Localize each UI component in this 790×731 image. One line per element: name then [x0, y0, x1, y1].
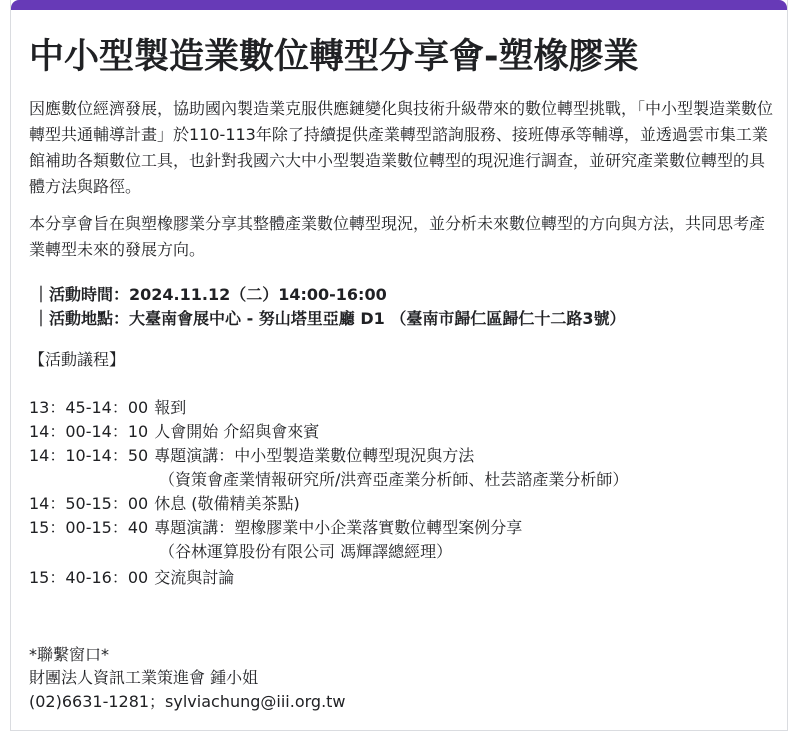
agenda-item [29, 492, 300, 516]
agenda-item [29, 444, 474, 468]
agenda-item-time: 15：40-16：00 [29, 568, 149, 587]
form-title: 中小型製造業數位轉型分享會-塑橡膠業 [29, 37, 639, 77]
agenda-item-time: 14：50-15：00 [29, 494, 149, 513]
agenda-item-time: 13：45-14：00 [29, 398, 149, 417]
agenda-item [29, 566, 234, 590]
agenda-item-speaker: （資策會產業情報研究所/洪齊亞產業分析師、杜芸諮產業分析師） [159, 470, 629, 489]
agenda-item-desc: 交流與討論 [154, 568, 235, 587]
event-location: ｜活動地點：大臺南會展中心 - 努山塔里亞廳 D1 （臺南市歸仁區歸仁十二路3號） [33, 309, 626, 328]
contact-phone-email: (02)6631-1281；sylviachung@iii.org.tw [29, 692, 346, 711]
accent-bar [11, 0, 787, 10]
agenda-item [29, 396, 186, 420]
agenda-item-time: 14：10-14：50 [29, 446, 149, 465]
form-description-paragraph-2: 本分享會旨在與塑橡膠業分享其整體產業數位轉型現況，並分析未來數位轉型的方向與方法，共同思考產業轉型未來的發展方向。 [29, 214, 766, 259]
agenda-item [29, 420, 319, 444]
agenda-item-desc: 人會開始 介紹與會來賓 [154, 422, 320, 441]
agenda-header: 【活動議程】 [29, 350, 126, 369]
agenda-item-time: 15：00-15：40 [29, 518, 149, 537]
contact-title: *聯繫窗口* [29, 645, 110, 664]
agenda-item-desc: 休息 (敬備精美茶點) [154, 494, 300, 513]
agenda-item-speaker: （谷林運算股份有限公司 馮輝譯總經理） [159, 542, 453, 561]
agenda-item-time: 14：00-14：10 [29, 422, 149, 441]
agenda-item-desc: 報到 [154, 398, 187, 417]
agenda-item-desc: 專題演講：塑橡膠業中小企業落實數位轉型案例分享 [154, 518, 523, 537]
form-description-paragraph-1: 因應數位經濟發展，協助國內製造業克服供應鏈變化與技術升級帶來的數位轉型挑戰，「中小型製造業數位轉型共通輔導計畫」於110-113年除了持續提供產業轉型諮詢服務、接班傳承等輔導，並透過雲市集工業館補助各類數位工具，也針對我國六大中小型製造業數位轉型的現況進行調查，並研究產業數位轉型的具體方法與路徑。 [29, 99, 774, 196]
form-header-card [10, 0, 788, 731]
agenda-item [29, 516, 522, 540]
agenda-item-desc: 專題演講：中小型製造業數位轉型現況與方法 [154, 446, 475, 465]
contact-organization: 財團法人資訊工業策進會 鍾小姐 [29, 668, 259, 687]
event-time: ｜活動時間：2024.11.12（二）14:00-16:00 [33, 285, 387, 304]
